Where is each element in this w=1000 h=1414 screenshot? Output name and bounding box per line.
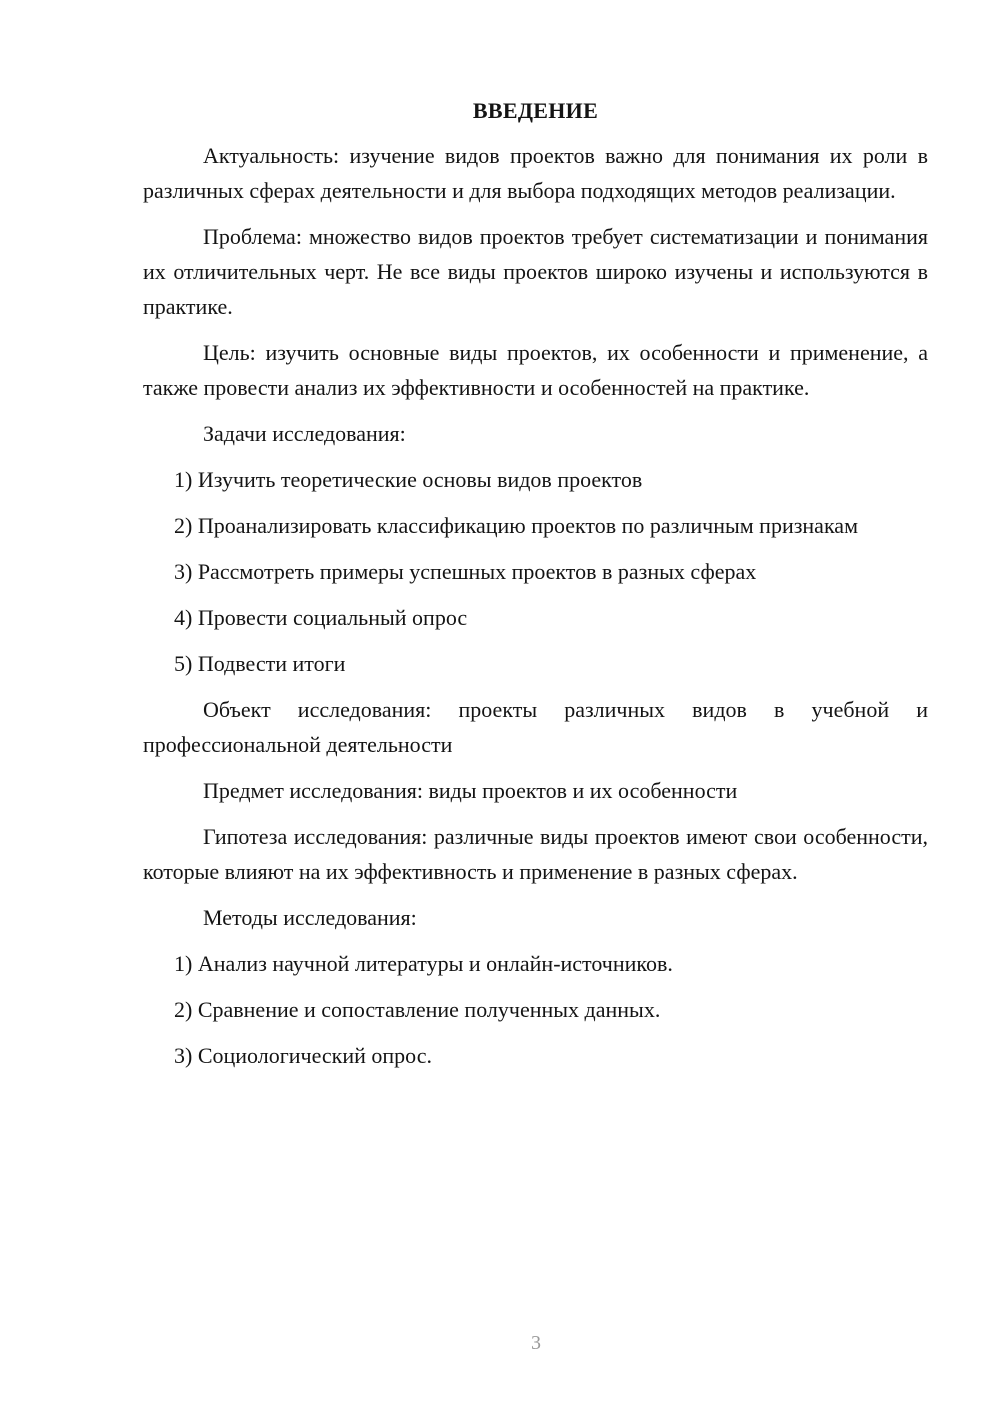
task-item-2: 2) Проанализировать классификацию проектов по различным признакам [174,513,858,538]
page-content [143,93,928,1084]
subject-paragraph: Предмет исследования: виды проектов и их особенности [203,778,738,803]
page-number: 3 [531,1332,541,1354]
section-heading: ВВЕДЕНИЕ [472,98,599,123]
tasks-title: Задачи исследования: [203,421,406,446]
task-item-3: 3) Рассмотреть примеры успешных проектов в разных сферах [174,559,757,584]
task-item-4: 4) Провести социальный опрос [174,605,468,630]
problem-paragraph: Проблема: множество видов проектов требует систематизации и понимания их отличительных черт. Не все виды проектов широко изучены и используются в практике. [143,224,928,319]
method-item-3: 3) Социологический опрос. [174,1043,432,1068]
relevance-paragraph: Актуальность: изучение видов проектов важно для понимания их роли в различных сферах деятельности и для выбора подходящих методов реализации. [143,143,928,203]
hypothesis-paragraph: Гипотеза исследования: различные виды проектов имеют свои особенности, которые влияют на их эффективность и применение в разных сферах. [143,824,928,884]
method-item-2: 2) Сравнение и сопоставление полученных данных. [174,997,661,1022]
task-item-5: 5) Подвести итоги [174,651,346,676]
task-item-1: 1) Изучить теоретические основы видов проектов [174,467,643,492]
method-item-1: 1) Анализ научной литературы и онлайн-источников. [174,951,673,976]
methods-title: Методы исследования: [203,905,417,930]
object-paragraph: Объект исследования: проекты различных видов в учебной и профессиональной деятельности [143,697,928,757]
goal-paragraph: Цель: изучить основные виды проектов, их особенности и применение, а также провести анализ их эффективности и особенностей на практике. [143,340,928,400]
